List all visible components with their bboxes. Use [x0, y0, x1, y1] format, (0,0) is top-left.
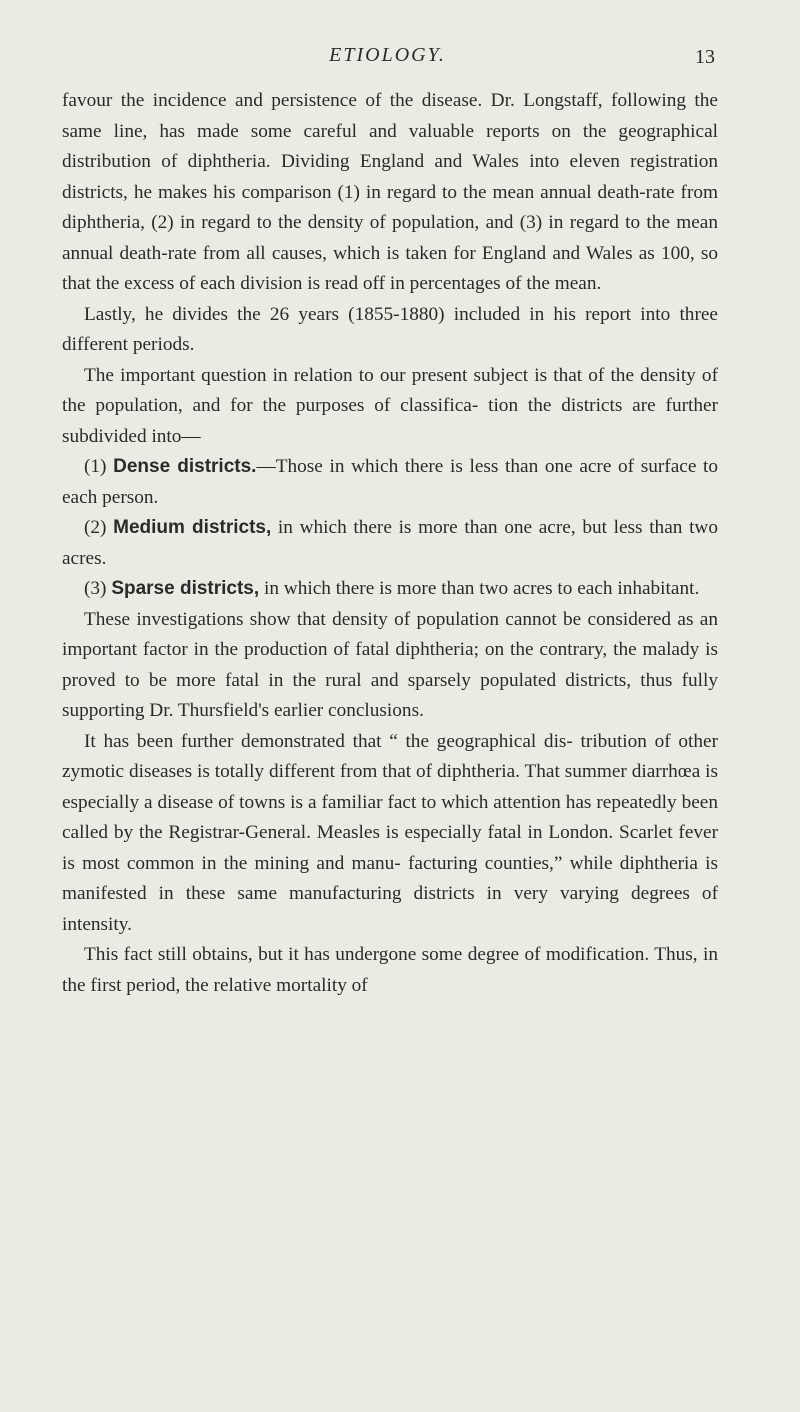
run-in-heading-medium: Medium districts,: [113, 517, 272, 538]
paragraph-7: [62, 605, 718, 727]
page-number: 13: [695, 46, 715, 68]
paragraph-text: Lastly, he divides the 26 years (1855-1880) included in his report into three different periods.: [62, 303, 718, 355]
paragraph-text: in which there is more than two acres to each inhabitant.: [263, 578, 700, 599]
paragraph-text: This fact still obtains, but it has undergone some degree of modification. Thus, in the first period, the relative mortality of: [62, 944, 718, 996]
run-in-heading-dense: Dense districts.: [113, 456, 257, 477]
list-item-dense: [62, 452, 718, 513]
paragraph-text: The important question in relation to our present subject is that of the density of the population, and for the purposes of classifica- tion the districts are further subdivided into—: [62, 364, 718, 447]
list-number: (1): [84, 456, 107, 477]
running-head: [60, 44, 715, 80]
list-item-medium: [62, 513, 718, 574]
paragraph-text: —Those in which there is less than one acre of surface to each person.: [62, 456, 719, 508]
list-number: (3): [84, 578, 107, 599]
body-text: [62, 86, 718, 1001]
paragraph-text: These investigations show that density of population cannot be considered as an important factor in the production of fatal diphtheria; on the contrary, the malady is proved to be more fatal in the rural and sparsely populated districts, thus fully supporting Dr. Thursfield's earlier conclusions.: [62, 608, 718, 721]
list-item-sparse: [62, 574, 718, 605]
paragraph-text: It has been further demonstrated that “ the geographical dis- tribution of other zymotic diseases is totally different from that of diphtheria. That summer diarrhœa is especially a disease of towns is a familiar fact to which attention has repeatedly been called by the Registrar-General. Measles is especially fatal in London. Scarlet fever is most common in the mining and manu- facturing counties,” while diphtheria is manifested in these same manufacturing districts in very varying degrees of intensity.: [62, 730, 718, 935]
paragraph-3: [62, 361, 718, 453]
running-title: ETIOLOGY.: [329, 44, 446, 66]
paragraph-text: favour the incidence and persistence of the disease. Dr. Longstaff, following the same line, has made some careful and valuable reports on the geographical distribution of diphtheria. Dividing England and Wales into eleven registration districts, he makes his comparison (1) in regard to the mean annual death-rate from diphtheria, (2) in regard to the density of population, and (3) in regard to the mean annual death-rate from all causes, which is taken for England and Wales as 100, so that the excess of each division is read off in percentages of the mean.: [62, 90, 718, 294]
paragraph-2: [62, 300, 718, 361]
run-in-heading-sparse: Sparse districts,: [111, 578, 260, 599]
paragraph-1: [62, 86, 718, 300]
paragraph-text: in which there is more than one acre, but less than two acres.: [62, 517, 718, 569]
paragraph-9: [62, 940, 718, 1001]
paragraph-8: [62, 727, 718, 941]
list-number: (2): [84, 517, 107, 538]
